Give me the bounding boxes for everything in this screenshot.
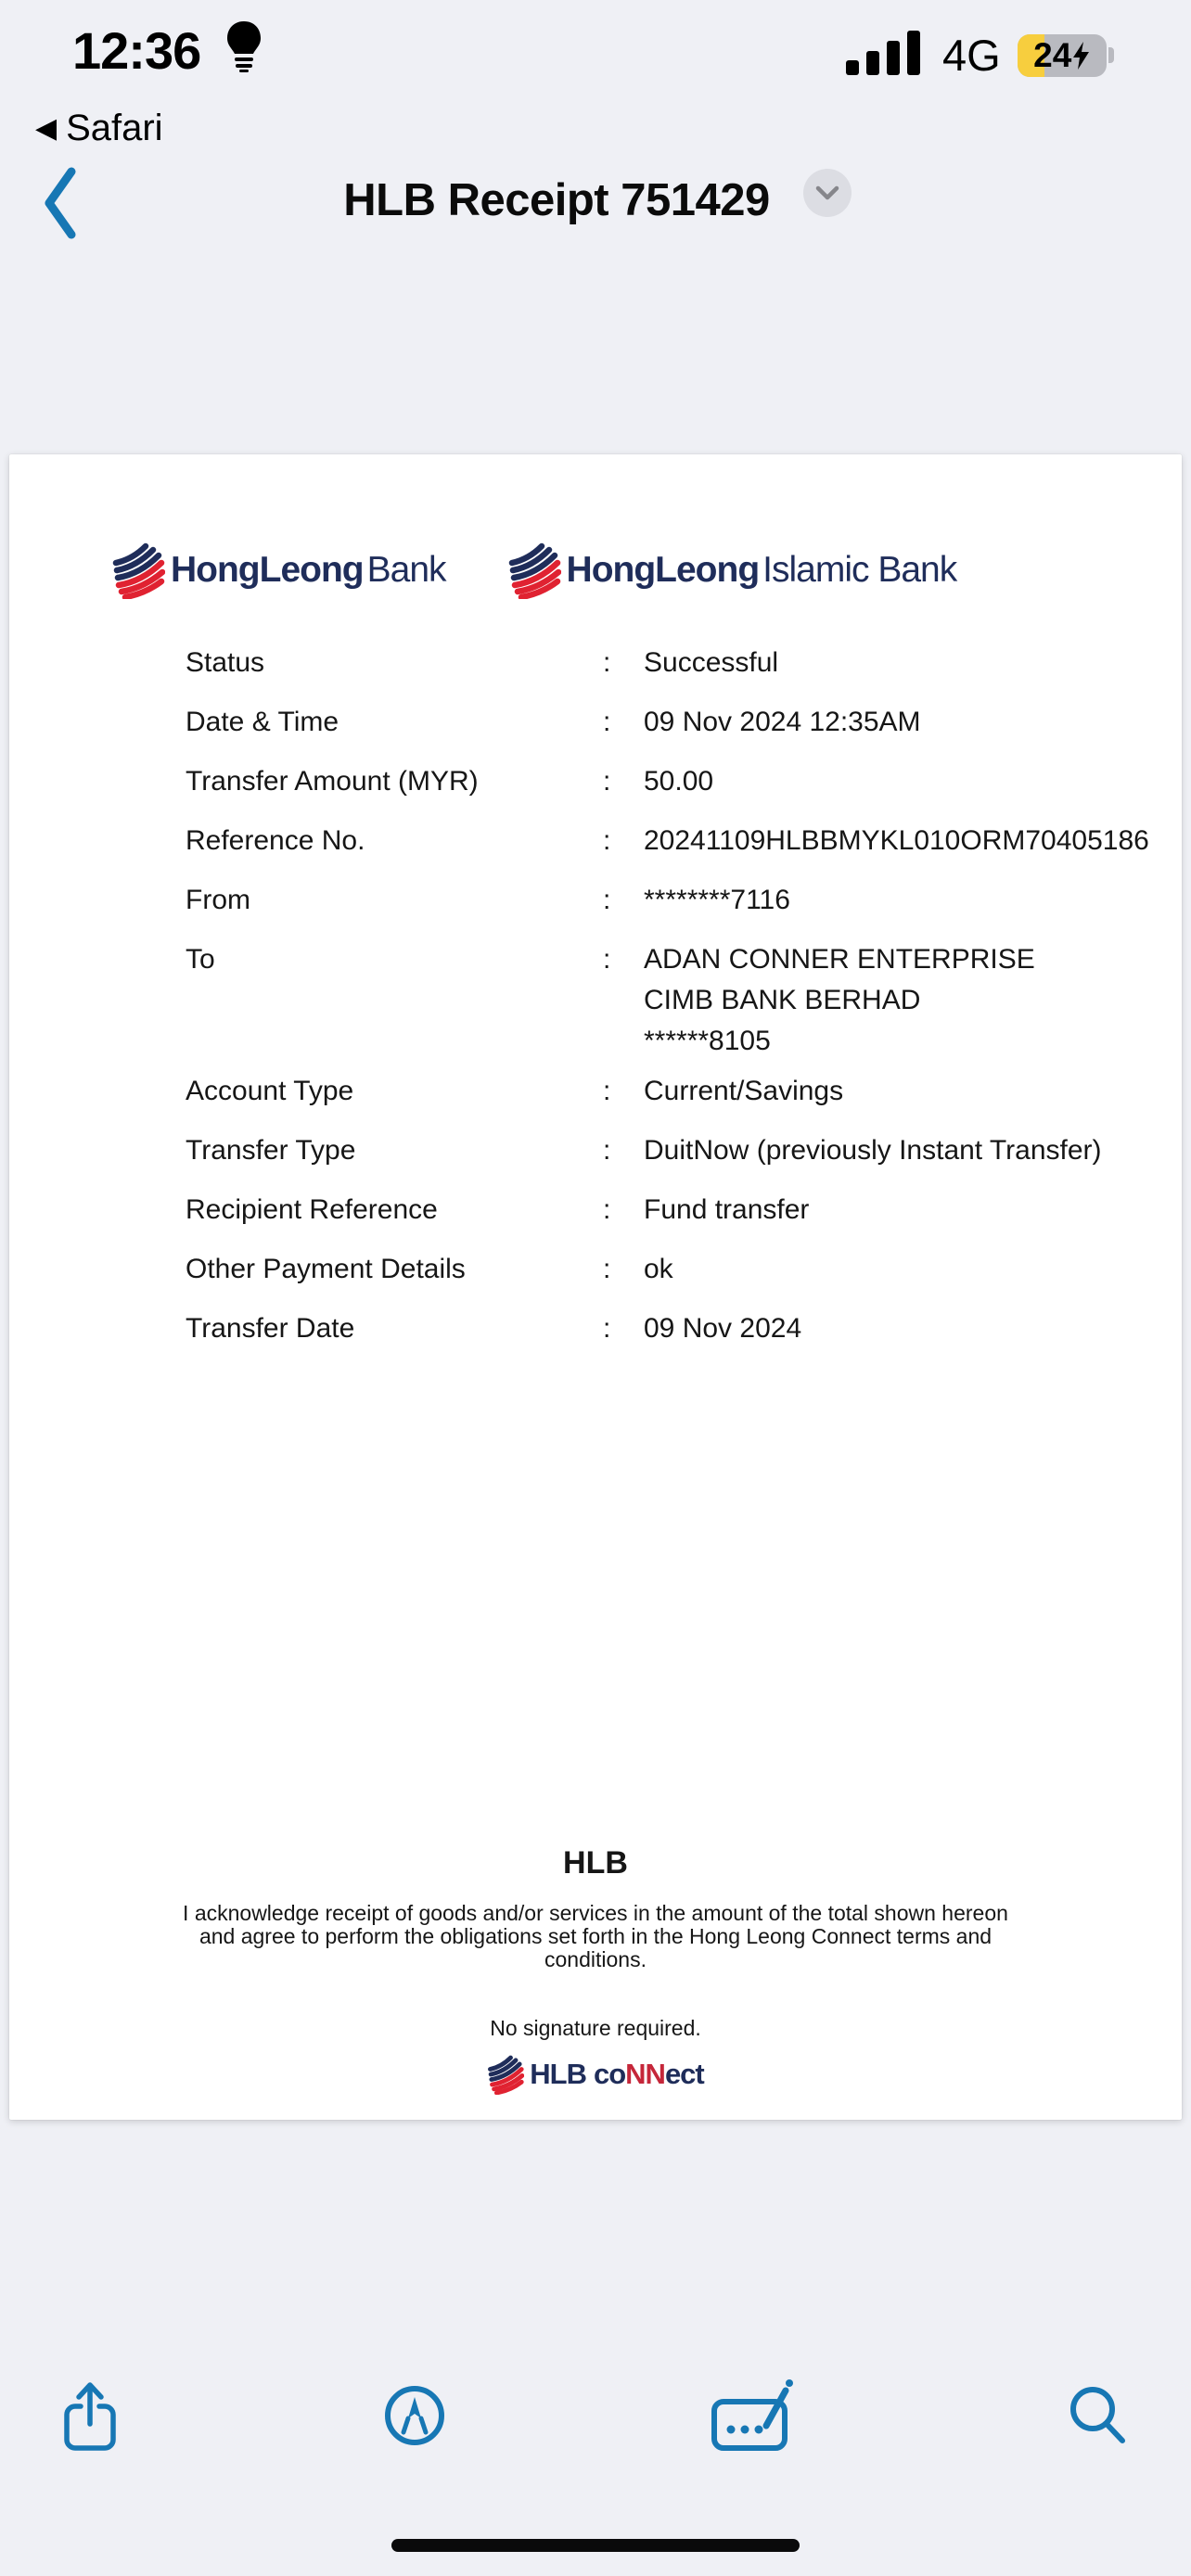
recipient-name: ADAN CONNER ENTERPRISE — [644, 944, 1035, 975]
markup-pen-icon — [384, 2385, 445, 2446]
markup-button[interactable] — [384, 2385, 445, 2451]
recipient-bank: CIMB BANK BERHAD — [644, 985, 921, 1015]
hong-leong-fan-icon — [487, 2054, 524, 2095]
search-icon — [1069, 2385, 1128, 2446]
chevron-down-icon — [815, 185, 839, 200]
recipient-account: ******8105 — [644, 1026, 771, 1056]
charging-bolt-icon — [1072, 42, 1090, 70]
field-from: From : ********7116 — [186, 885, 790, 915]
field-status: Status : Successful — [186, 647, 779, 678]
form-signature-icon — [711, 2378, 796, 2454]
receipt-fields — [9, 649, 1182, 1374]
field-to: To : ADAN CONNER ENTERPRISE CIMB BANK BERHAD ******8105 — [9, 946, 1182, 1055]
status-indicators — [846, 30, 1114, 81]
status-time: 12:36 — [72, 21, 201, 80]
title-dropdown-button[interactable] — [803, 169, 852, 217]
field-other-payment-details: Other Payment Details : ok — [186, 1254, 673, 1284]
bank-logos — [111, 542, 956, 599]
page-title[interactable]: HLB Receipt 751429 — [343, 175, 770, 225]
field-transfer-amount: Transfer Amount (MYR) : 50.00 — [186, 766, 714, 797]
cellular-signal-icon — [846, 31, 926, 80]
battery-indicator — [1018, 34, 1114, 77]
hong-leong-bank-logo — [111, 542, 446, 599]
back-app-label: Safari — [66, 108, 163, 148]
hong-leong-fan-icon — [507, 542, 561, 599]
logo-bold-text: HongLeong — [171, 550, 364, 590]
field-date-time: Date & Time : 09 Nov 2024 12:35AM — [186, 707, 921, 737]
acknowledgment-text: I acknowledge receipt of goods and/or services in the amount of the total shown hereon and agree to perform the obligations set forth in the Hong Leong Connect terms and conditions. — [183, 1901, 1008, 1971]
back-triangle-icon: ◀ — [35, 112, 58, 144]
receipt-footer — [9, 1845, 1182, 2095]
logo-bold-text: HongLeong — [566, 550, 760, 590]
logo-light-text: Islamic Bank — [762, 550, 957, 590]
home-indicator[interactable] — [391, 2539, 800, 2552]
share-icon — [63, 2381, 117, 2452]
share-button[interactable] — [63, 2381, 117, 2456]
back-to-safari[interactable] — [35, 108, 163, 149]
footer-heading: HLB — [563, 1845, 628, 1881]
hong-leong-fan-icon — [111, 542, 165, 599]
receipt-document — [9, 454, 1182, 2120]
field-transfer-date: Transfer Date : 09 Nov 2024 — [186, 1313, 802, 1344]
network-type-label: 4G — [942, 31, 1001, 80]
field-account-type: Account Type : Current/Savings — [186, 1076, 844, 1106]
hlb-connect-logo: HLB coNNect — [9, 2054, 1182, 2095]
flashlight-bulb-icon — [224, 20, 263, 77]
field-transfer-type: Transfer Type : DuitNow (previously Instant Transfer) — [186, 1135, 1102, 1166]
search-button[interactable] — [1069, 2385, 1128, 2451]
hong-leong-islamic-bank-logo — [507, 542, 957, 599]
field-recipient-reference: Recipient Reference : Fund transfer — [186, 1194, 810, 1225]
form-fill-button[interactable] — [711, 2378, 796, 2458]
battery-percent-label: 24 — [1033, 35, 1072, 74]
logo-light-text: Bank — [366, 550, 446, 590]
battery-nub — [1108, 47, 1114, 63]
field-reference-no: Reference No. : 20241109HLBBMYKL010ORM70405186 — [186, 825, 1149, 856]
signature-note: No signature required. — [490, 2016, 701, 2040]
